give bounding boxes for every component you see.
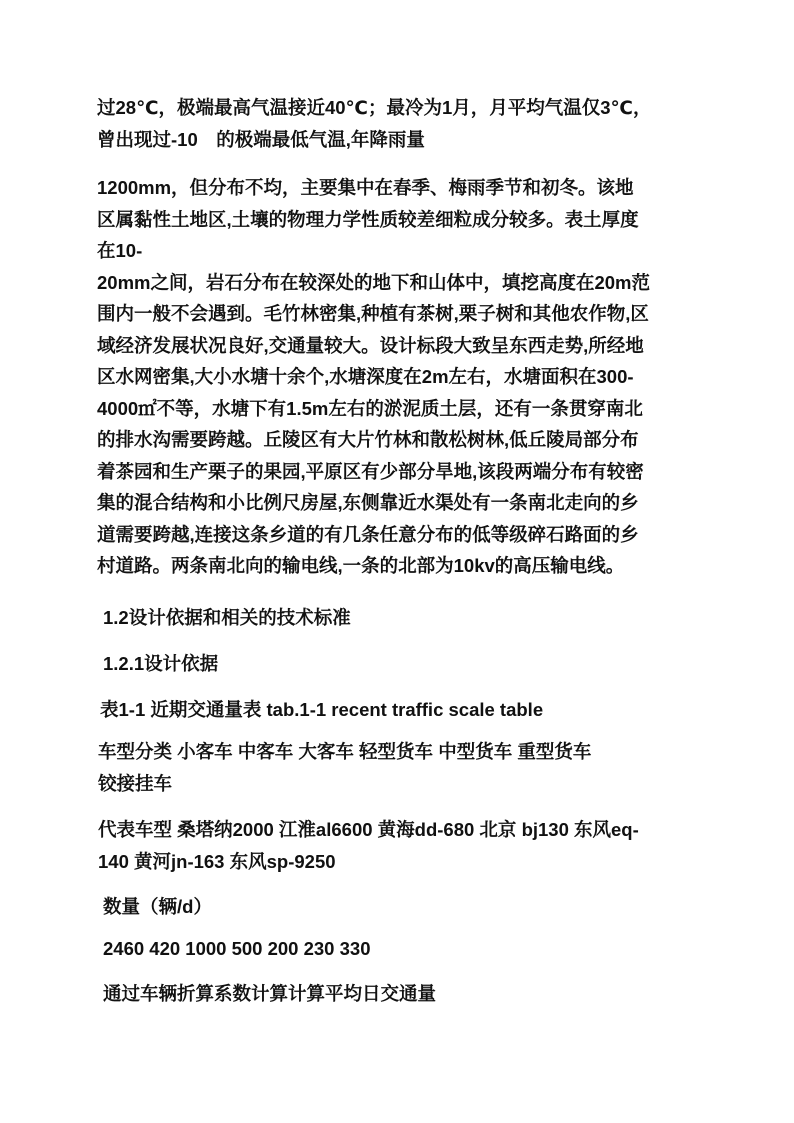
text-line: 区属黏性土地区,土壤的物理力学性质较差细粒成分较多。表土厚度 xyxy=(97,208,639,230)
text-line: 过28℃，极端最高气温接近40℃；最冷为1月，月平均气温仅3℃， xyxy=(97,97,652,118)
text-line: 域经济发展状况良好,交通量较大。设计标段大致呈东西走势,所经地 xyxy=(97,334,644,356)
section-heading: 1.2设计依据和相关的技术标准 xyxy=(103,607,351,628)
text-line: 1200mm，但分布不均，主要集中在春季、梅雨季节和初冬。该地 xyxy=(97,177,634,198)
text-line: 车型分类 小客车 中客车 大客车 轻型货车 中型货车 重型货车 xyxy=(98,741,592,762)
text-line: 曾出现过-10 的极端最低气温,年降雨量 xyxy=(97,129,425,150)
text-line: 着茶园和生产栗子的果园,平原区有少部分旱地,该段两端分布有较密 xyxy=(97,460,644,482)
text-line: 围内一般不会遇到。毛竹林密集,种植有茶树,栗子树和其他农作物,区 xyxy=(97,303,649,324)
text-line: 铰接挂车 xyxy=(98,773,173,794)
table-row-counts: 2460 420 1000 500 200 230 330 xyxy=(103,938,371,959)
table-row-count-label: 数量（辆/d） xyxy=(103,896,212,917)
text-line: 4000㎡不等，水塘下有1.5m左右的淤泥质土层，还有一条贯穿南北 xyxy=(97,397,643,419)
text-line: 区水网密集,大小水塘十余个,水塘深度在2m左右，水塘面积在300- xyxy=(97,366,634,387)
text-line: 代表车型 桑塔纳2000 江淮al6600 黄海dd-680 北京 bj130 东风eq- xyxy=(98,819,639,840)
text-line: 140 黄河jn-163 东风sp-9250 xyxy=(98,851,336,872)
text-line: 在10- xyxy=(97,240,143,261)
text-line: 的排水沟需要跨越。丘陵区有大片竹林和散松树林,低丘陵局部分布 xyxy=(97,429,639,450)
paragraph-terrain xyxy=(97,172,650,582)
table-row-vehicle-models xyxy=(98,814,639,878)
paragraph-last-line: 通过车辆折算系数计算计算平均日交通量 xyxy=(103,983,437,1004)
table-caption: 表1-1 近期交通量表 tab.1-1 recent traffic scale table xyxy=(100,699,544,720)
table-row-vehicle-types xyxy=(98,736,591,800)
text-line: 村道路。两条南北向的输电线,一条的北部为10kv的高压输电线。 xyxy=(97,555,625,576)
text-line: 集的混合结构和小比例尺房屋,东侧靠近水渠处有一条南北走向的乡 xyxy=(97,492,639,513)
subsection-heading: 1.2.1设计依据 xyxy=(103,653,219,674)
paragraph-climate xyxy=(97,92,651,156)
text-line: 20mm之间，岩石分布在较深处的地下和山体中，填挖高度在20m范 xyxy=(97,271,651,293)
text-line: 道需要跨越,连接这条乡道的有几条任意分布的低等级碎石路面的乡 xyxy=(97,523,639,545)
